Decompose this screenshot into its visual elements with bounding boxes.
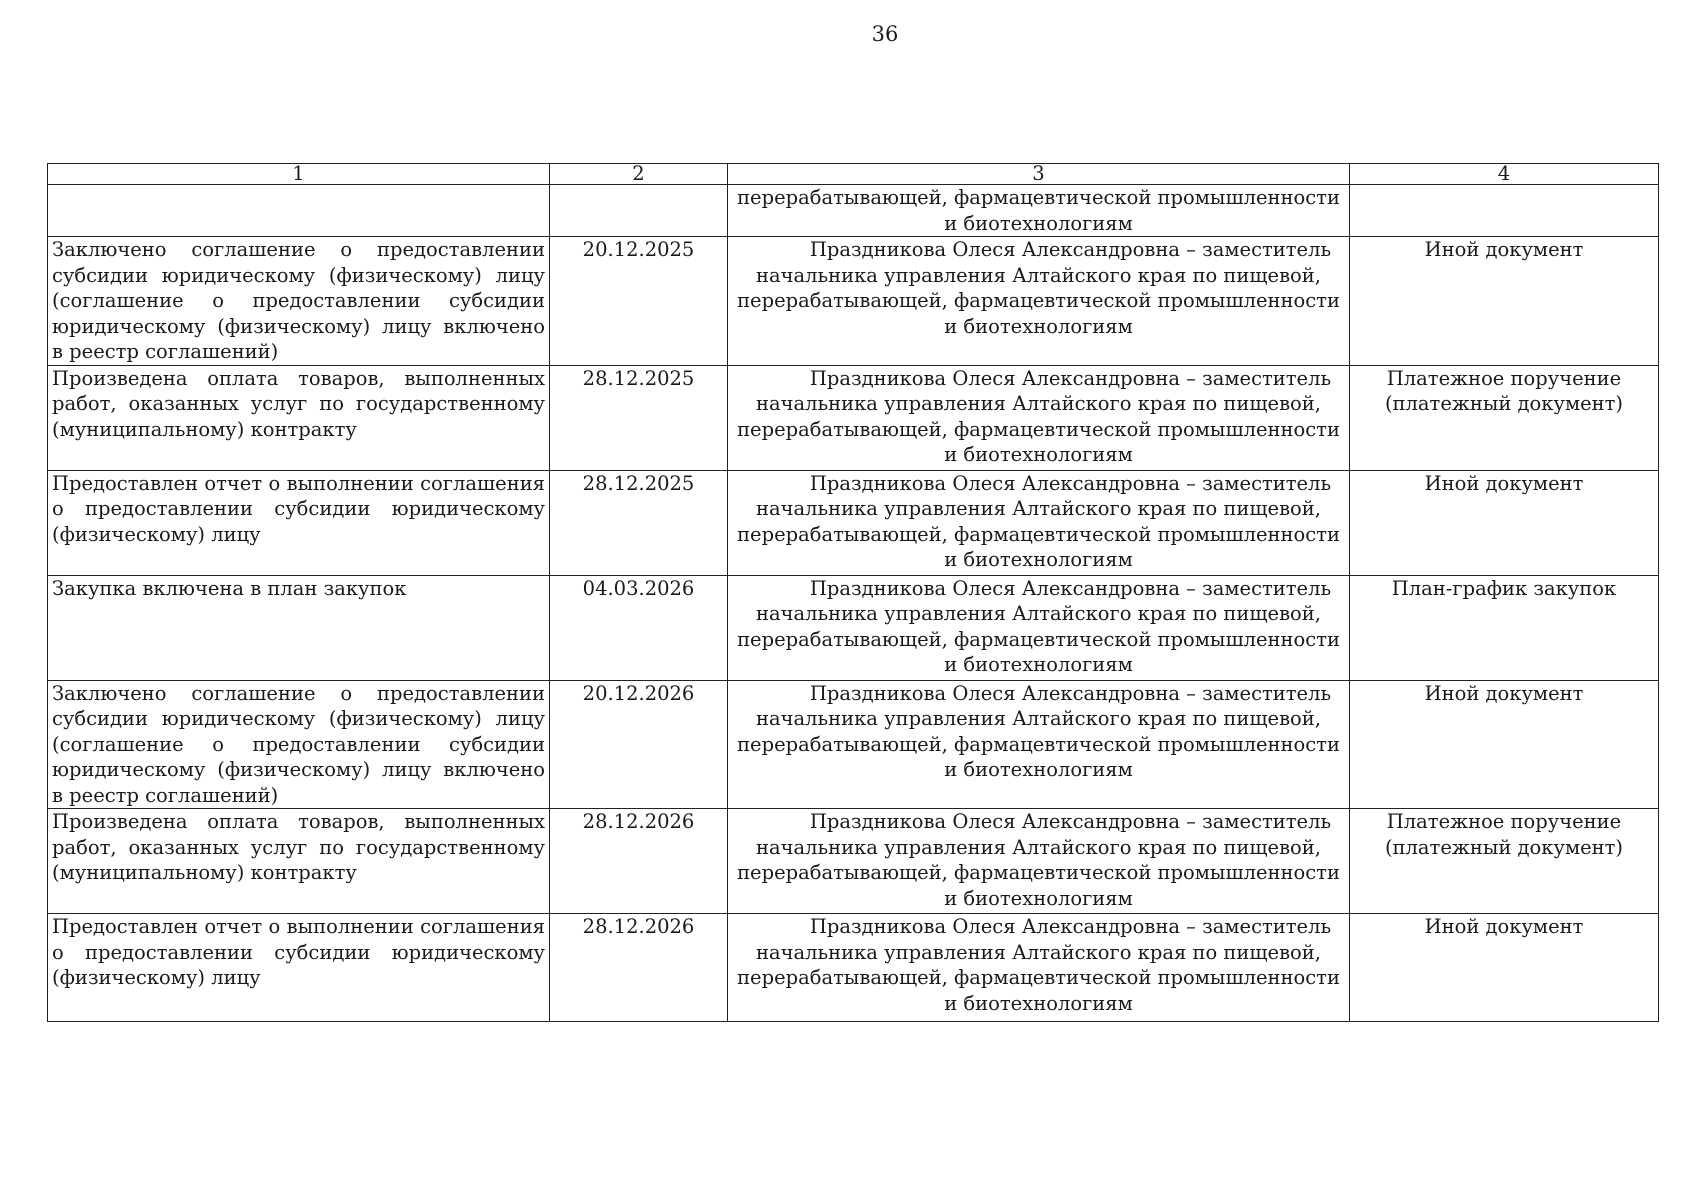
responsible-position: начальника управления Алтайского края по пищевой, перерабатывающей, фармацевтической промышленности и биотехнологиям <box>737 940 1340 1015</box>
column-header-4: 4 <box>1350 164 1659 185</box>
table-row-continuation <box>48 185 1659 237</box>
responsible-name: Праздникова Олеся Александровна – заместитель <box>809 471 1332 495</box>
document-cell: Иной документ <box>1350 914 1659 1022</box>
event-cell: Произведена оплата товаров, выполненных работ, оказанных услуг по государственному (муниципальному) контракту <box>48 809 550 914</box>
document-cell <box>1350 185 1659 237</box>
responsible-name: Праздникова Олеся Александровна – заместитель <box>809 810 1332 833</box>
table-row <box>48 470 1659 575</box>
event-cell: Произведена оплата товаров, выполненных работ, оказанных услуг по государственному (муниципальному) контракту <box>48 365 550 470</box>
page-number: 36 <box>871 22 899 46</box>
responsible-position: начальника управления Алтайского края по пищевой, перерабатывающей, фармацевтической промышленности и биотехнологиям <box>737 263 1340 338</box>
responsible-cell <box>728 237 1350 366</box>
date-cell: 04.03.2026 <box>550 575 728 680</box>
responsible-position: начальника управления Алтайского края по пищевой, перерабатывающей, фармацевтической промышленности и биотехнологиям <box>737 392 1340 466</box>
document-cell: План-график закупок <box>1350 575 1659 680</box>
date-cell: 20.12.2025 <box>550 237 728 366</box>
document-cell: Иной документ <box>1350 470 1659 575</box>
event-cell: Заключено соглашение о предоставлении субсидии юридическому (физическому) лицу (соглашение о предоставлении субсидии юридическому (физическому) лицу включено в реестр соглашений) <box>48 237 550 366</box>
responsible-cell <box>728 575 1350 680</box>
table-row <box>48 680 1659 809</box>
date-cell: 28.12.2026 <box>550 809 728 914</box>
table-header-row <box>48 164 1659 185</box>
document-cell: Иной документ <box>1350 237 1659 366</box>
responsible-position: начальника управления Алтайского края по пищевой, перерабатывающей, фармацевтической промышленности и биотехнологиям <box>737 602 1340 676</box>
responsible-position: начальника управления Алтайского края по пищевой, перерабатывающей, фармацевтической промышленности и биотехнологиям <box>737 497 1340 571</box>
date-cell: 20.12.2026 <box>550 680 728 809</box>
event-cell: Предоставлен отчет о выполнении соглашения о предоставлении субсидии юридическому (физическому) лицу <box>48 914 550 1022</box>
responsible-cell <box>728 365 1350 470</box>
document-cell: Иной документ <box>1350 680 1659 809</box>
responsible-cell <box>728 809 1350 914</box>
column-header-2: 2 <box>550 164 728 185</box>
responsible-cell: перерабатывающей, фармацевтической промышленности и биотехнологиям <box>728 185 1350 237</box>
responsible-cell <box>728 680 1350 809</box>
table-row <box>48 575 1659 680</box>
event-cell <box>48 185 550 237</box>
date-cell: 28.12.2026 <box>550 914 728 1022</box>
responsible-cell <box>728 470 1350 575</box>
event-cell: Заключено соглашение о предоставлении субсидии юридическому (физическому) лицу (соглашение о предоставлении субсидии юридическому (физическому) лицу включено в реестр соглашений) <box>48 680 550 809</box>
table-row <box>48 809 1659 914</box>
responsible-name: Праздникова Олеся Александровна – заместитель <box>809 915 1332 938</box>
table-row <box>48 914 1659 1022</box>
responsible-position: начальника управления Алтайского края по пищевой, перерабатывающей, фармацевтической промышленности и биотехнологиям <box>737 835 1340 910</box>
responsible-name: Праздникова Олеся Александровна – заместитель <box>809 238 1332 261</box>
responsible-position: начальника управления Алтайского края по пищевой, перерабатывающей, фармацевтической промышленности и биотехнологиям <box>737 707 1340 781</box>
control-points-table <box>47 163 1659 1022</box>
document-cell: Платежное поручение (платежный документ) <box>1350 365 1659 470</box>
column-header-3: 3 <box>728 164 1350 185</box>
table-row <box>48 237 1659 366</box>
responsible-name: Праздникова Олеся Александровна – заместитель <box>809 681 1332 705</box>
table-row <box>48 365 1659 470</box>
document-cell: Платежное поручение (платежный документ) <box>1350 809 1659 914</box>
responsible-name: Праздникова Олеся Александровна – заместитель <box>809 366 1332 390</box>
event-cell: Закупка включена в план закупок <box>48 575 550 680</box>
column-header-1: 1 <box>48 164 550 185</box>
event-cell: Предоставлен отчет о выполнении соглашения о предоставлении субсидии юридическому (физическому) лицу <box>48 470 550 575</box>
date-cell <box>550 185 728 237</box>
date-cell: 28.12.2025 <box>550 365 728 470</box>
responsible-name: Праздникова Олеся Александровна – заместитель <box>809 576 1332 600</box>
responsible-cell <box>728 914 1350 1022</box>
date-cell: 28.12.2025 <box>550 470 728 575</box>
